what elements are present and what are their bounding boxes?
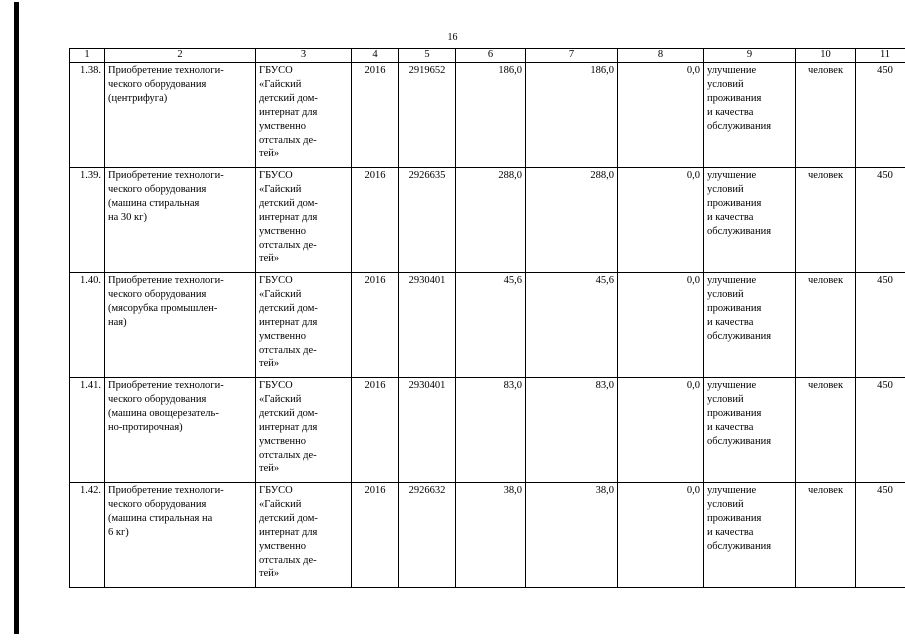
scan-edge-bar: [14, 2, 19, 634]
amount-col6-cell: 45,6: [456, 273, 526, 378]
amount-col6-cell: 83,0: [456, 378, 526, 483]
item-name-cell: Приобретение технологи- ческого оборудования (машина стиральная на 30 кг): [105, 168, 256, 273]
row-number-cell: 1.42.: [70, 483, 105, 588]
column-header: 5: [399, 49, 456, 63]
table-row: [70, 483, 905, 588]
unit-cell: человек: [796, 378, 856, 483]
amount-col7-cell: 38,0: [526, 483, 618, 588]
unit-cell: человек: [796, 273, 856, 378]
column-header: 10: [796, 49, 856, 63]
result-cell: улучшение условий проживания и качества обслуживания: [704, 483, 796, 588]
row-number-cell: 1.38.: [70, 63, 105, 168]
table-row: [70, 168, 905, 273]
organization-cell: ГБУСО «Гайский детский дом- интернат для умственно отсталых де- тей»: [256, 273, 352, 378]
program-table: [69, 48, 905, 588]
code-cell: 2930401: [399, 378, 456, 483]
column-header: 2: [105, 49, 256, 63]
amount-col8-cell: 0,0: [618, 483, 704, 588]
row-number-cell: 1.40.: [70, 273, 105, 378]
column-header: 9: [704, 49, 796, 63]
result-cell: улучшение условий проживания и качества обслуживания: [704, 63, 796, 168]
quantity-cell: 450: [856, 168, 905, 273]
amount-col6-cell: 38,0: [456, 483, 526, 588]
result-cell: улучшение условий проживания и качества обслуживания: [704, 273, 796, 378]
result-cell: улучшение условий проживания и качества обслуживания: [704, 378, 796, 483]
code-cell: 2926635: [399, 168, 456, 273]
column-header: 1: [70, 49, 105, 63]
amount-col6-cell: 186,0: [456, 63, 526, 168]
organization-cell: ГБУСО «Гайский детский дом- интернат для умственно отсталых де- тей»: [256, 63, 352, 168]
year-cell: 2016: [352, 168, 399, 273]
item-name-cell: Приобретение технологи- ческого оборудования (мясорубка промышлен- ная): [105, 273, 256, 378]
organization-cell: ГБУСО «Гайский детский дом- интернат для умственно отсталых де- тей»: [256, 168, 352, 273]
unit-cell: человек: [796, 483, 856, 588]
amount-col7-cell: 186,0: [526, 63, 618, 168]
amount-col8-cell: 0,0: [618, 378, 704, 483]
quantity-cell: 450: [856, 378, 905, 483]
quantity-cell: 450: [856, 273, 905, 378]
unit-cell: человек: [796, 63, 856, 168]
year-cell: 2016: [352, 63, 399, 168]
item-name-cell: Приобретение технологи- ческого оборудования (машина стиральная на 6 кг): [105, 483, 256, 588]
quantity-cell: 450: [856, 483, 905, 588]
item-name-cell: Приобретение технологи- ческого оборудования (машина овощерезатель- но-протирочная): [105, 378, 256, 483]
year-cell: 2016: [352, 483, 399, 588]
amount-col8-cell: 0,0: [618, 273, 704, 378]
code-cell: 2930401: [399, 273, 456, 378]
column-header: 3: [256, 49, 352, 63]
row-number-cell: 1.41.: [70, 378, 105, 483]
column-header: 4: [352, 49, 399, 63]
unit-cell: человек: [796, 168, 856, 273]
amount-col7-cell: 83,0: [526, 378, 618, 483]
amount-col7-cell: 288,0: [526, 168, 618, 273]
amount-col8-cell: 0,0: [618, 168, 704, 273]
result-cell: улучшение условий проживания и качества обслуживания: [704, 168, 796, 273]
page-number: 16: [447, 32, 458, 43]
amount-col7-cell: 45,6: [526, 273, 618, 378]
item-name-cell: Приобретение технологи- ческого оборудования (центрифуга): [105, 63, 256, 168]
organization-cell: ГБУСО «Гайский детский дом- интернат для умственно отсталых де- тей»: [256, 483, 352, 588]
year-cell: 2016: [352, 273, 399, 378]
year-cell: 2016: [352, 378, 399, 483]
table-header-row: [70, 49, 905, 63]
organization-cell: ГБУСО «Гайский детский дом- интернат для умственно отсталых де- тей»: [256, 378, 352, 483]
amount-col6-cell: 288,0: [456, 168, 526, 273]
column-header: 11: [856, 49, 905, 63]
table-row: [70, 273, 905, 378]
row-number-cell: 1.39.: [70, 168, 105, 273]
column-header: 6: [456, 49, 526, 63]
code-cell: 2919652: [399, 63, 456, 168]
table-row: [70, 378, 905, 483]
amount-col8-cell: 0,0: [618, 63, 704, 168]
column-header: 7: [526, 49, 618, 63]
column-header: 8: [618, 49, 704, 63]
table-row: [70, 63, 905, 168]
code-cell: 2926632: [399, 483, 456, 588]
quantity-cell: 450: [856, 63, 905, 168]
